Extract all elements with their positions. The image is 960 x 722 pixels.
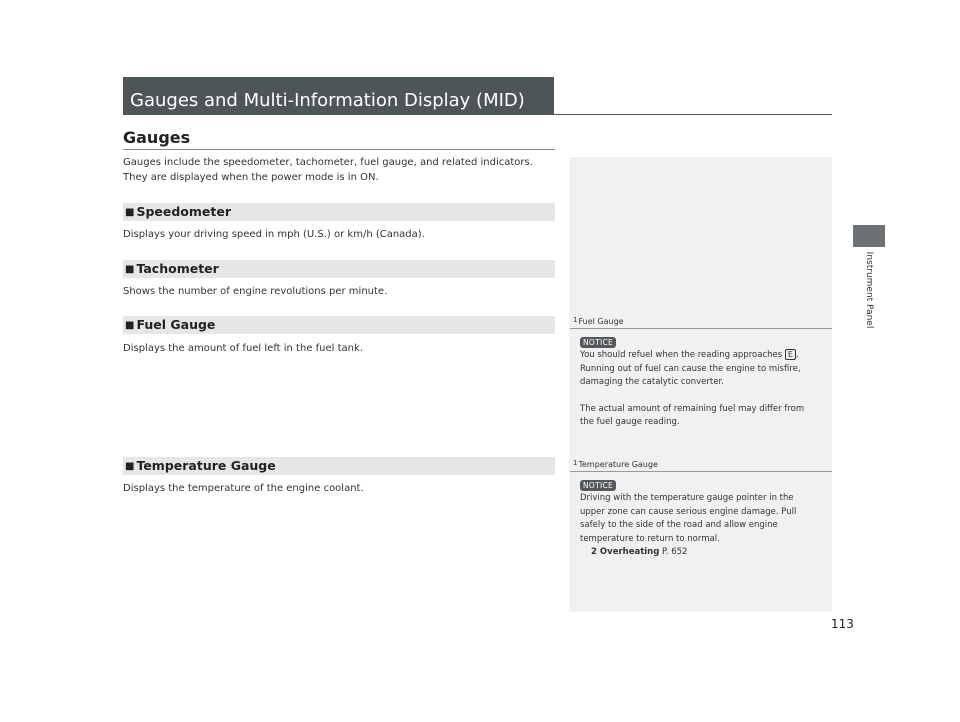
note-title-text: Temperature Gauge — [578, 460, 658, 469]
intro-line: Gauges include the speedometer, tachometer, fuel gauge, and related indicators. — [123, 157, 533, 168]
subhead-temperature-gauge — [123, 457, 555, 475]
xref-name: Overheating — [599, 547, 660, 557]
speedometer-text: Displays your driving speed in mph (U.S.) or km/h (Canada). — [123, 229, 425, 240]
notice-badge: NOTICE — [580, 337, 616, 348]
note-ref-marker: 1 — [573, 459, 578, 467]
note-line: upper zone can cause serious engine damage. Pull — [580, 506, 797, 517]
note-line: damaging the catalytic converter. — [580, 377, 724, 387]
note-line: Driving with the temperature gauge pointer in the — [580, 493, 794, 503]
chapter-title: Gauges and Multi-Information Display (MID) — [123, 77, 554, 115]
temperature-note-body — [580, 492, 828, 546]
temperature-gauge-text: Displays the temperature of the engine coolant. — [123, 483, 364, 494]
intro-line: They are displayed when the power mode is in ON. — [123, 172, 379, 183]
fuel-note-body — [580, 349, 828, 430]
chapter-side-tab[interactable] — [853, 225, 885, 247]
cross-reference-arrow-icon: 2 — [591, 547, 597, 557]
note-line-text: You should refuel when the reading approaches — [580, 350, 783, 360]
note-line — [580, 349, 828, 363]
notice-badge: NOTICE — [580, 480, 616, 491]
note-title-text: Fuel Gauge — [578, 317, 624, 326]
subhead-label: Speedometer — [136, 204, 232, 219]
subhead-speedometer — [123, 203, 555, 221]
section-rule — [123, 149, 555, 150]
side-chapter-label: Instrument Panel — [864, 251, 874, 329]
fuel-note-title — [573, 316, 624, 326]
subhead-label: Fuel Gauge — [136, 317, 216, 332]
bullet-square-icon: ■ — [125, 207, 135, 218]
subhead-label: Temperature Gauge — [136, 458, 276, 473]
note-rule — [570, 471, 832, 472]
subhead-fuel-gauge — [123, 316, 555, 334]
note-line: safely to the side of the road and allow engine — [580, 520, 778, 530]
note-line: The actual amount of remaining fuel may differ from — [580, 403, 805, 414]
note-line: Running out of fuel can cause the engine to misfire, — [580, 363, 801, 374]
note-ref-marker: 1 — [573, 316, 578, 324]
xref-page: P. 652 — [662, 547, 688, 557]
section-heading: Gauges — [123, 128, 191, 147]
title-rule — [554, 114, 832, 115]
fuel-empty-e-icon: E — [785, 349, 796, 360]
note-line: the fuel gauge reading. — [580, 417, 680, 427]
note-rule — [570, 328, 832, 329]
subhead-tachometer — [123, 260, 555, 278]
fuel-gauge-text: Displays the amount of fuel left in the fuel tank. — [123, 343, 363, 354]
bullet-square-icon: ■ — [125, 264, 135, 275]
subhead-label: Tachometer — [136, 261, 219, 276]
page-number: 113 — [831, 617, 854, 631]
note-line: temperature to return to normal. — [580, 533, 720, 544]
note-line-text: . — [795, 350, 799, 360]
section-intro — [123, 155, 563, 185]
bullet-square-icon: ■ — [125, 461, 135, 472]
overheating-link[interactable] — [591, 547, 687, 557]
temperature-note-title — [573, 459, 658, 469]
bullet-square-icon: ■ — [125, 320, 135, 331]
tachometer-text: Shows the number of engine revolutions per minute. — [123, 286, 388, 297]
